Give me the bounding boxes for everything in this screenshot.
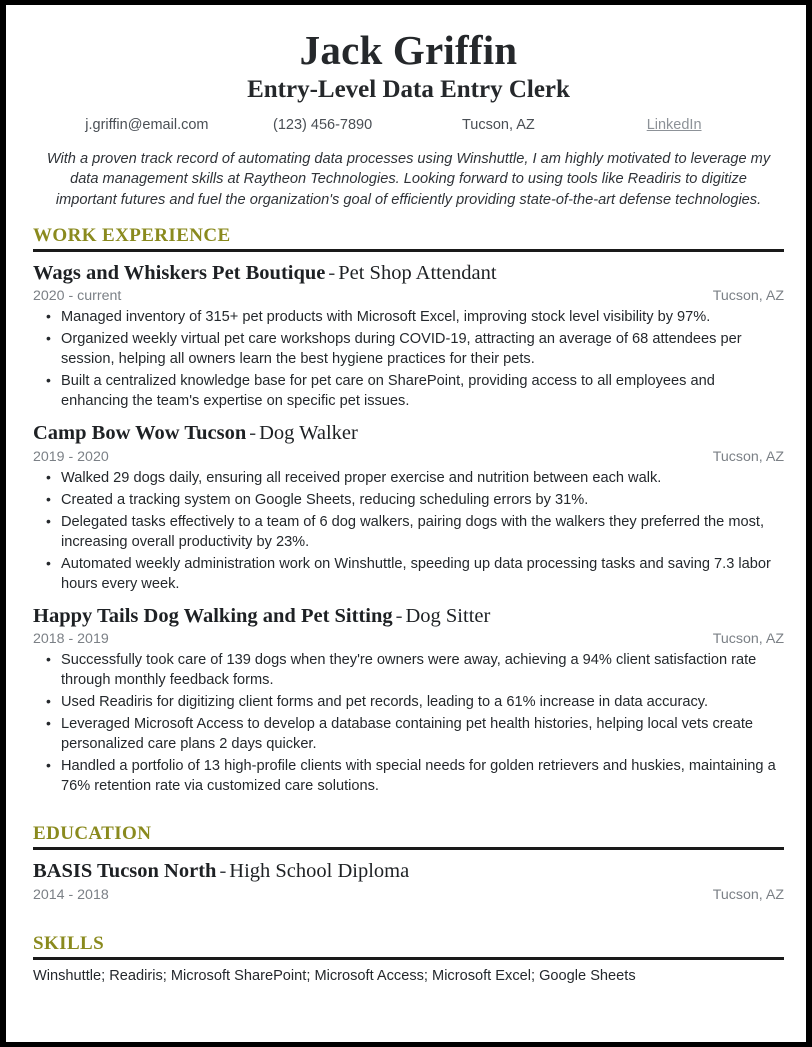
- page-title: Jack Griffin: [299, 27, 518, 73]
- list-item: • Built a centralized knowledge base for pet care on SharePoint, providing access to all employees and enhancing the team's expertise on specific pet issues.: [33, 372, 784, 412]
- skills-list: Winshuttle; Readiris; Microsoft SharePoint; Microsoft Access; Microsoft Excel; Google Sheets: [33, 967, 636, 984]
- education-entry-location: Tucson, AZ: [712, 886, 784, 903]
- professional-headline: Entry-Level Data Entry Clerk: [247, 76, 570, 104]
- work-entry-bullets: [33, 308, 784, 412]
- section-title-skills: SKILLS: [33, 932, 105, 954]
- work-entry-separator: -: [395, 604, 403, 627]
- contact-phone: (123) 456-7890: [273, 116, 373, 133]
- list-item: • Leveraged Microsoft Access to develop a database containing pet health histories, helping local vets create personalized care plans 2 days quicker.: [33, 715, 784, 755]
- list-item: • Used Readiris for digitizing client forms and pet records, leading to a 61% increase in data accuracy.: [33, 693, 784, 713]
- work-entry-meta: [33, 288, 784, 304]
- list-item: • Successfully took care of 139 dogs when they're owners were away, achieving a 94% client satisfaction rate through monthly feedback forms.: [33, 651, 784, 691]
- resume-content: [6, 5, 806, 986]
- work-entry-location: Tucson, AZ: [712, 631, 784, 648]
- education-entry: [33, 859, 784, 903]
- section-education: [33, 823, 784, 903]
- work-entry-role: Dog Walker: [259, 422, 358, 445]
- education-entry-dates: 2014 - 2018: [33, 886, 109, 903]
- education-entry-meta: [33, 887, 784, 903]
- resume-header: [33, 29, 784, 133]
- work-entry-separator: -: [249, 422, 257, 445]
- work-entry-organization: Wags and Whiskers Pet Boutique: [33, 261, 326, 284]
- list-item: • Managed inventory of 315+ pet products with Microsoft Excel, improving stock level visibility by 97%.: [33, 308, 784, 328]
- list-item: • Created a tracking system on Google Sheets, reducing scheduling errors by 31%.: [33, 491, 784, 511]
- contact-linkedin-link[interactable]: LinkedIn: [646, 116, 702, 133]
- work-entry-dates: 2018 - 2019: [33, 631, 109, 648]
- list-item: • Organized weekly virtual pet care workshops during COVID-19, attracting an average of 68 attendees per session, helping all owners learn the best hygiene practices for their pets.: [33, 330, 784, 370]
- work-entry: [33, 421, 784, 595]
- list-item: • Automated weekly administration work on Winshuttle, speeding up data processing tasks and saving 7.3 labor hours every week.: [33, 555, 784, 595]
- work-entry-location: Tucson, AZ: [712, 448, 784, 465]
- work-entry-heading: [33, 421, 784, 446]
- work-entry-bullets: [33, 469, 784, 595]
- list-item: • Walked 29 dogs daily, ensuring all received proper exercise and nutrition between each walk.: [33, 469, 784, 489]
- resume-page: [6, 5, 806, 1042]
- section-divider: [33, 957, 784, 960]
- work-entry-role: Dog Sitter: [405, 604, 491, 627]
- work-entry-separator: -: [328, 261, 336, 284]
- professional-summary: With a proven track record of automating data processes using Winshuttle, I am highly motivated to leverage my data management skills at Raytheon Technologies. Looking forward to using tools like Readiris to digitize important futures and fuel the organization's goal of efficiently providing state-of-the-art defense technologies.: [46, 150, 771, 208]
- work-entry: [33, 261, 784, 413]
- section-skills: [33, 933, 784, 986]
- contact-row: [33, 117, 784, 133]
- work-entry-location: Tucson, AZ: [712, 288, 784, 305]
- section-title-education: EDUCATION: [33, 823, 152, 845]
- work-entry-heading: [33, 604, 784, 629]
- work-entry-meta: [33, 449, 784, 465]
- contact-location: Tucson, AZ: [461, 116, 535, 133]
- work-entry-bullets: [33, 651, 784, 797]
- section-divider: [33, 249, 784, 252]
- section-work-experience: [33, 225, 784, 798]
- work-entry-dates: 2020 - current: [33, 288, 122, 305]
- work-entry-meta: [33, 631, 784, 647]
- list-item: • Handled a portfolio of 13 high-profile clients with special needs for golden retrievers and huskies, maintaining a 76% retention rate via customized care solutions.: [33, 757, 784, 797]
- section-divider: [33, 847, 784, 850]
- work-entry-organization: Happy Tails Dog Walking and Pet Sitting: [33, 604, 393, 627]
- contact-email: j.griffin@email.com: [85, 116, 209, 133]
- education-entry-degree: High School Diploma: [229, 860, 410, 883]
- education-entry-separator: -: [219, 860, 227, 883]
- section-title-work-experience: WORK EXPERIENCE: [33, 224, 231, 246]
- work-entry-organization: Camp Bow Wow Tucson: [33, 422, 247, 445]
- work-entry: [33, 604, 784, 797]
- work-entry-dates: 2019 - 2020: [33, 448, 109, 465]
- education-entry-heading: [33, 859, 784, 884]
- work-entry-role: Pet Shop Attendant: [338, 261, 497, 284]
- education-entry-school: BASIS Tucson North: [33, 860, 217, 883]
- list-item: • Delegated tasks effectively to a team of 6 dog walkers, pairing dogs with the walkers they preferred the most, increasing overall productivity by 23%.: [33, 513, 784, 553]
- work-entry-heading: [33, 261, 784, 286]
